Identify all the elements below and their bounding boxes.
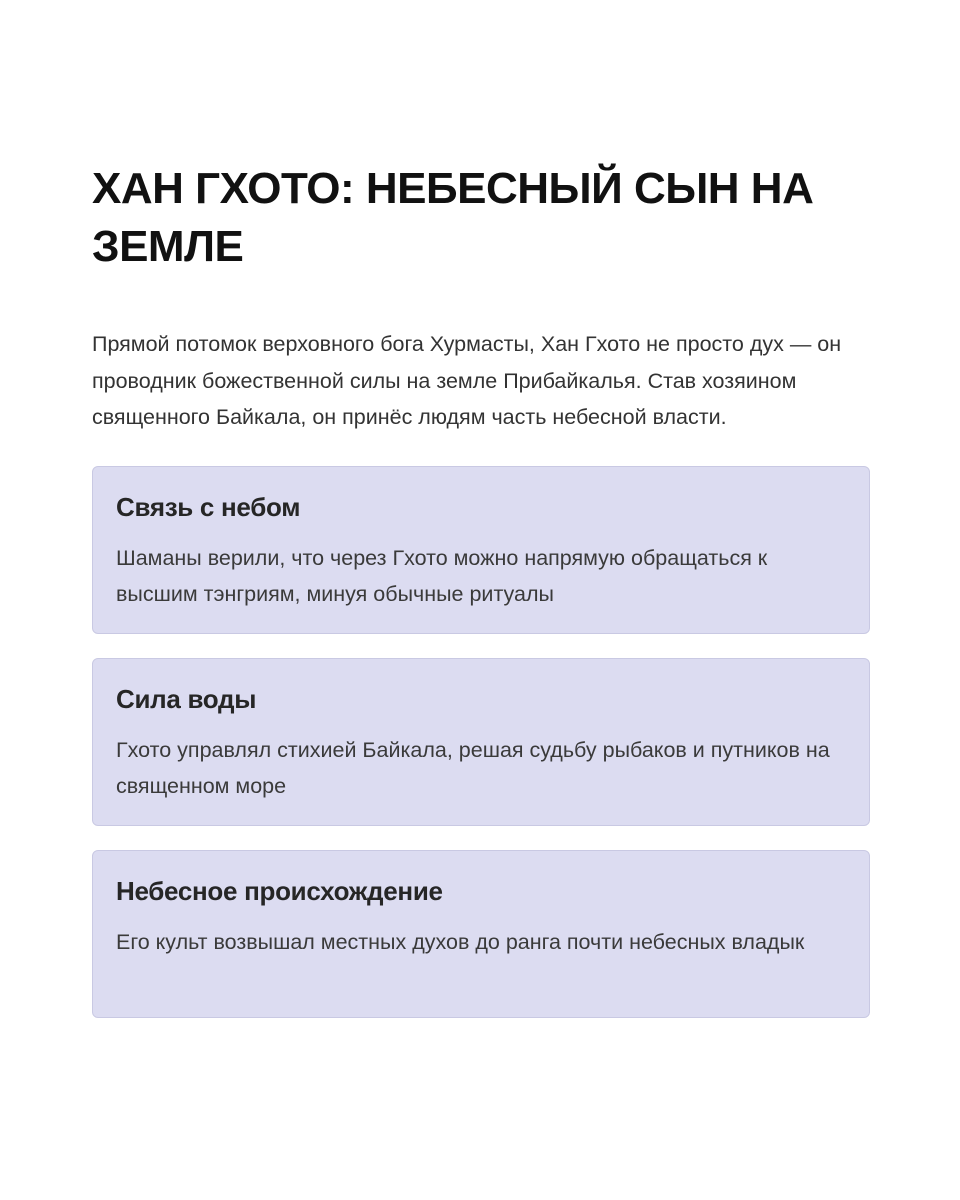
card-text: Шаманы верили, что через Гхото можно напрямую обращаться к высшим тэнгриям, минуя обычные ритуалы: [116, 545, 768, 606]
card-title: Небесное происхождение: [116, 875, 443, 906]
intro-paragraph: Прямой потомок верховного бога Хурмасты, Хан Гхото не просто дух — он проводник божественной силы на земле Прибайкалья. Став хозяином священного Байкала, он принёс людям часть небесной власти.: [92, 332, 842, 429]
card-heavenly-origin: [92, 850, 870, 1018]
card-text: Его культ возвышал местных духов до ранга почти небесных владык: [116, 929, 805, 954]
page-title: ХАН ГХОТО: НЕБЕСНЫЙ СЫН НА ЗЕМЛЕ: [92, 164, 814, 271]
card-title: Сила воды: [116, 683, 257, 714]
cards-list: [92, 466, 868, 1018]
card-water-power: [92, 658, 870, 826]
card-text: Гхото управлял стихией Байкала, решая судьбу рыбаков и путников на священном море: [116, 737, 830, 798]
card-sky-connection: [92, 466, 870, 634]
card-title: Связь с небом: [116, 491, 301, 522]
